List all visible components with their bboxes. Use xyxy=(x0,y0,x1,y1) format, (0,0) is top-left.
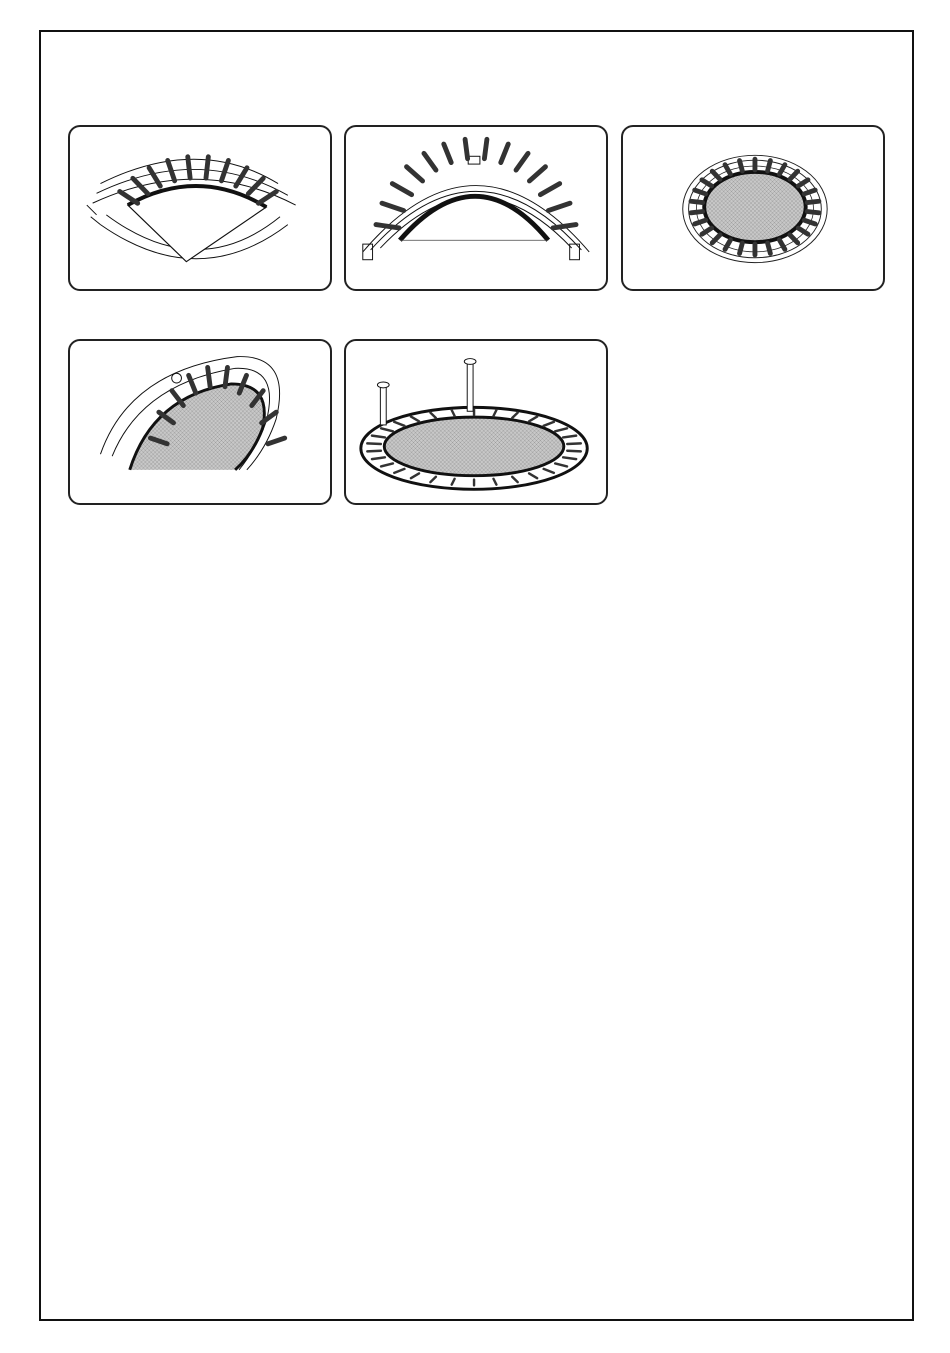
spring xyxy=(695,190,706,194)
spring xyxy=(188,157,190,178)
spring xyxy=(807,211,819,212)
spring xyxy=(444,144,451,163)
spring xyxy=(712,235,720,243)
illustration-step-3 xyxy=(621,125,885,291)
illustration-step-2 xyxy=(344,125,608,291)
spring xyxy=(790,235,798,243)
trampoline-attach-mat-icon xyxy=(70,341,330,503)
spring xyxy=(258,191,276,203)
spring xyxy=(740,161,743,171)
spring xyxy=(189,375,196,393)
spring xyxy=(208,367,210,386)
trampoline-frame-sector-icon xyxy=(70,127,330,289)
spring xyxy=(567,443,581,444)
spring xyxy=(424,153,436,170)
spring xyxy=(376,225,399,228)
illustration-step-5 xyxy=(344,339,608,505)
spring xyxy=(529,167,545,181)
spring xyxy=(553,225,576,228)
spring xyxy=(206,157,208,178)
illustration-step-1 xyxy=(68,125,332,291)
spring xyxy=(740,243,743,253)
spring xyxy=(807,201,819,202)
spring xyxy=(804,220,815,224)
spring xyxy=(725,165,730,175)
spring xyxy=(702,180,712,186)
spring xyxy=(367,443,381,444)
spring xyxy=(691,211,703,212)
spring xyxy=(768,161,771,171)
spring xyxy=(548,203,570,210)
spring xyxy=(695,220,706,224)
spring xyxy=(465,139,468,158)
illustration-step-4 xyxy=(68,339,332,505)
spring xyxy=(804,190,815,194)
spring xyxy=(516,153,528,170)
spring xyxy=(268,438,285,444)
spring xyxy=(768,243,771,253)
spring xyxy=(225,367,227,386)
spring xyxy=(367,451,381,452)
spring xyxy=(392,184,411,195)
spring xyxy=(501,144,508,163)
spring xyxy=(382,203,404,210)
spring xyxy=(790,171,798,179)
trampoline-full-frame-icon xyxy=(623,127,883,289)
spring xyxy=(798,180,808,186)
spring xyxy=(779,165,784,175)
spring xyxy=(567,451,581,452)
spring xyxy=(691,201,703,202)
spring xyxy=(133,178,148,193)
spring xyxy=(484,139,487,158)
spring xyxy=(120,191,138,203)
spring xyxy=(221,160,228,180)
spring xyxy=(168,160,175,180)
trampoline-insert-legs-icon xyxy=(346,341,606,503)
spring xyxy=(407,167,423,181)
trampoline-half-frame-icon xyxy=(346,127,606,289)
spring xyxy=(540,184,559,195)
spring xyxy=(712,171,720,179)
